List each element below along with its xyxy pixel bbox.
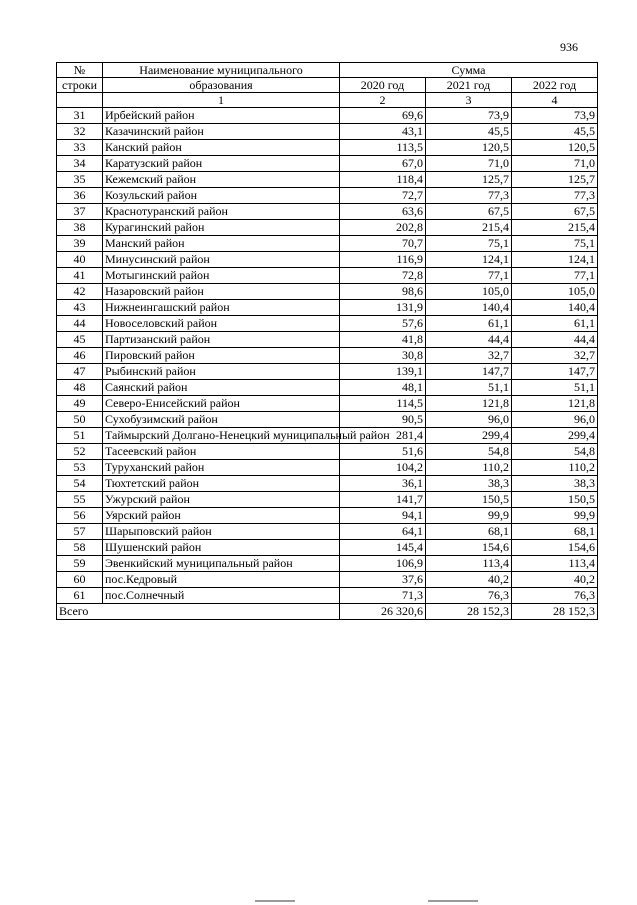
row-name: Минусинский район <box>103 252 340 268</box>
row-value-2022: 73,9 <box>512 108 598 124</box>
row-value-2022: 120,5 <box>512 140 598 156</box>
row-value-2022: 71,0 <box>512 156 598 172</box>
row-value-2021: 125,7 <box>426 172 512 188</box>
row-value-2021: 71,0 <box>426 156 512 172</box>
row-name: Каратузский район <box>103 156 340 172</box>
row-name: Казачинский район <box>103 124 340 140</box>
header-index-row <box>57 93 598 108</box>
row-number: 46 <box>57 348 103 364</box>
row-name: Туруханский район <box>103 460 340 476</box>
row-number: 34 <box>57 156 103 172</box>
row-value-2022: 121,8 <box>512 396 598 412</box>
total-label: Всего <box>57 604 340 620</box>
row-number: 54 <box>57 476 103 492</box>
table-row <box>57 396 598 412</box>
table-row <box>57 540 598 556</box>
row-name: Назаровский район <box>103 284 340 300</box>
header-name-label: Наименование муниципального <box>103 63 340 78</box>
row-name: Северо-Енисейский район <box>103 396 340 412</box>
budget-table <box>56 62 598 620</box>
row-value-2020: 51,6 <box>340 444 426 460</box>
header-num-label: № <box>57 63 103 78</box>
table-row <box>57 140 598 156</box>
row-value-2020: 64,1 <box>340 524 426 540</box>
row-number: 33 <box>57 140 103 156</box>
row-value-2020: 90,5 <box>340 412 426 428</box>
row-value-2020: 67,0 <box>340 156 426 172</box>
row-number: 35 <box>57 172 103 188</box>
row-value-2022: 54,8 <box>512 444 598 460</box>
row-value-2021: 75,1 <box>426 236 512 252</box>
row-name: Шушенский район <box>103 540 340 556</box>
row-value-2022: 154,6 <box>512 540 598 556</box>
table-row <box>57 188 598 204</box>
row-number: 56 <box>57 508 103 524</box>
row-value-2020: 141,7 <box>340 492 426 508</box>
header-year-2021: 2021 год <box>426 78 512 93</box>
row-value-2022: 68,1 <box>512 524 598 540</box>
table-row <box>57 268 598 284</box>
row-number: 41 <box>57 268 103 284</box>
row-name: Партизанский район <box>103 332 340 348</box>
row-value-2020: 281,4 <box>340 428 426 444</box>
row-value-2020: 71,3 <box>340 588 426 604</box>
row-value-2021: 140,4 <box>426 300 512 316</box>
row-number: 61 <box>57 588 103 604</box>
row-name: пос.Кедровый <box>103 572 340 588</box>
page-number: 936 <box>560 40 578 54</box>
row-value-2021: 67,5 <box>426 204 512 220</box>
row-name: Кежемский район <box>103 172 340 188</box>
total-value-2021: 28 152,3 <box>426 604 512 620</box>
row-value-2021: 299,4 <box>426 428 512 444</box>
row-value-2020: 145,4 <box>340 540 426 556</box>
row-number: 37 <box>57 204 103 220</box>
row-number: 58 <box>57 540 103 556</box>
row-number: 40 <box>57 252 103 268</box>
table-row <box>57 316 598 332</box>
row-value-2021: 154,6 <box>426 540 512 556</box>
row-name: пос.Солнечный <box>103 588 340 604</box>
total-row <box>57 604 598 620</box>
header-index-4: 4 <box>512 93 598 108</box>
row-value-2022: 40,2 <box>512 572 598 588</box>
header-year-2022: 2022 год <box>512 78 598 93</box>
row-number: 59 <box>57 556 103 572</box>
row-name: Пировский район <box>103 348 340 364</box>
row-value-2020: 116,9 <box>340 252 426 268</box>
row-value-2021: 51,1 <box>426 380 512 396</box>
row-value-2022: 61,1 <box>512 316 598 332</box>
row-name: Краснотуранский район <box>103 204 340 220</box>
row-number: 48 <box>57 380 103 396</box>
table-row <box>57 524 598 540</box>
row-number: 45 <box>57 332 103 348</box>
row-value-2021: 99,9 <box>426 508 512 524</box>
row-name: Мотыгинский район <box>103 268 340 284</box>
row-value-2021: 61,1 <box>426 316 512 332</box>
row-value-2022: 45,5 <box>512 124 598 140</box>
row-number: 52 <box>57 444 103 460</box>
row-value-2020: 63,6 <box>340 204 426 220</box>
row-value-2021: 38,3 <box>426 476 512 492</box>
row-value-2022: 105,0 <box>512 284 598 300</box>
table-row <box>57 220 598 236</box>
table-row <box>57 204 598 220</box>
total-value-2020: 26 320,6 <box>340 604 426 620</box>
row-value-2021: 121,8 <box>426 396 512 412</box>
table-row <box>57 284 598 300</box>
row-value-2020: 72,7 <box>340 188 426 204</box>
row-name: Сухобузимский район <box>103 412 340 428</box>
table-row <box>57 156 598 172</box>
row-number: 47 <box>57 364 103 380</box>
row-name: Рыбинский район <box>103 364 340 380</box>
table-row <box>57 236 598 252</box>
row-value-2022: 150,5 <box>512 492 598 508</box>
row-value-2021: 77,3 <box>426 188 512 204</box>
row-number: 31 <box>57 108 103 124</box>
scan-artifact-right <box>428 900 478 902</box>
row-value-2020: 114,5 <box>340 396 426 412</box>
row-value-2020: 104,2 <box>340 460 426 476</box>
row-value-2021: 113,4 <box>426 556 512 572</box>
table-row <box>57 556 598 572</box>
table-row <box>57 572 598 588</box>
row-value-2020: 106,9 <box>340 556 426 572</box>
row-value-2020: 69,6 <box>340 108 426 124</box>
header-index-empty <box>57 93 103 108</box>
header-sum-label: Сумма <box>340 63 598 78</box>
row-value-2021: 77,1 <box>426 268 512 284</box>
row-value-2020: 57,6 <box>340 316 426 332</box>
row-name: Шарыповский район <box>103 524 340 540</box>
row-value-2022: 299,4 <box>512 428 598 444</box>
row-number: 53 <box>57 460 103 476</box>
row-name: Ужурский район <box>103 492 340 508</box>
row-value-2020: 94,1 <box>340 508 426 524</box>
row-name: Манский район <box>103 236 340 252</box>
row-name: Тасеевский район <box>103 444 340 460</box>
row-value-2022: 99,9 <box>512 508 598 524</box>
row-value-2022: 44,4 <box>512 332 598 348</box>
row-name: Нижнеингашский район <box>103 300 340 316</box>
row-value-2022: 124,1 <box>512 252 598 268</box>
table-row <box>57 348 598 364</box>
row-name: Ирбейский район <box>103 108 340 124</box>
row-number: 42 <box>57 284 103 300</box>
row-name: Канский район <box>103 140 340 156</box>
row-name: Эвенкийский муниципальный район <box>103 556 340 572</box>
header-index-3: 3 <box>426 93 512 108</box>
row-name: Таймырский Долгано-Ненецкий муниципальный район <box>103 428 340 444</box>
row-number: 57 <box>57 524 103 540</box>
row-value-2022: 140,4 <box>512 300 598 316</box>
row-value-2021: 73,9 <box>426 108 512 124</box>
row-value-2022: 147,7 <box>512 364 598 380</box>
row-value-2020: 131,9 <box>340 300 426 316</box>
row-value-2021: 150,5 <box>426 492 512 508</box>
row-value-2021: 120,5 <box>426 140 512 156</box>
row-value-2022: 125,7 <box>512 172 598 188</box>
row-number: 60 <box>57 572 103 588</box>
row-name: Тюхтетский район <box>103 476 340 492</box>
row-value-2022: 77,3 <box>512 188 598 204</box>
row-value-2022: 75,1 <box>512 236 598 252</box>
row-value-2022: 113,4 <box>512 556 598 572</box>
header-name-label-2: образования <box>103 78 340 93</box>
row-value-2022: 215,4 <box>512 220 598 236</box>
row-value-2021: 40,2 <box>426 572 512 588</box>
row-number: 38 <box>57 220 103 236</box>
row-number: 39 <box>57 236 103 252</box>
table-body <box>57 63 598 620</box>
row-value-2021: 105,0 <box>426 284 512 300</box>
row-value-2021: 44,4 <box>426 332 512 348</box>
row-value-2022: 76,3 <box>512 588 598 604</box>
row-value-2021: 215,4 <box>426 220 512 236</box>
header-index-2: 2 <box>340 93 426 108</box>
table-row <box>57 172 598 188</box>
row-value-2020: 48,1 <box>340 380 426 396</box>
row-name: Курагинский район <box>103 220 340 236</box>
row-number: 36 <box>57 188 103 204</box>
row-number: 49 <box>57 396 103 412</box>
table-row <box>57 588 598 604</box>
row-value-2022: 51,1 <box>512 380 598 396</box>
row-number: 32 <box>57 124 103 140</box>
row-value-2020: 30,8 <box>340 348 426 364</box>
table-row <box>57 508 598 524</box>
row-value-2020: 98,6 <box>340 284 426 300</box>
row-value-2020: 37,6 <box>340 572 426 588</box>
row-value-2021: 96,0 <box>426 412 512 428</box>
table-row <box>57 460 598 476</box>
row-value-2021: 124,1 <box>426 252 512 268</box>
row-value-2021: 147,7 <box>426 364 512 380</box>
table-row <box>57 124 598 140</box>
row-value-2020: 113,5 <box>340 140 426 156</box>
header-row-1 <box>57 63 598 78</box>
row-value-2021: 54,8 <box>426 444 512 460</box>
table-row <box>57 412 598 428</box>
row-value-2020: 202,8 <box>340 220 426 236</box>
row-value-2021: 32,7 <box>426 348 512 364</box>
header-year-2020: 2020 год <box>340 78 426 93</box>
table-row <box>57 332 598 348</box>
row-number: 50 <box>57 412 103 428</box>
table-row <box>57 252 598 268</box>
row-value-2020: 139,1 <box>340 364 426 380</box>
header-num-label-2: строки <box>57 78 103 93</box>
row-value-2022: 38,3 <box>512 476 598 492</box>
header-index-1: 1 <box>103 93 340 108</box>
total-value-2022: 28 152,3 <box>512 604 598 620</box>
row-value-2021: 76,3 <box>426 588 512 604</box>
table-row <box>57 364 598 380</box>
row-number: 51 <box>57 428 103 444</box>
row-value-2022: 96,0 <box>512 412 598 428</box>
row-number: 44 <box>57 316 103 332</box>
table-row <box>57 300 598 316</box>
row-name: Новоселовский район <box>103 316 340 332</box>
table-row <box>57 428 598 444</box>
row-value-2022: 67,5 <box>512 204 598 220</box>
row-value-2020: 36,1 <box>340 476 426 492</box>
row-name: Козульский район <box>103 188 340 204</box>
row-value-2020: 70,7 <box>340 236 426 252</box>
row-value-2020: 43,1 <box>340 124 426 140</box>
row-value-2021: 45,5 <box>426 124 512 140</box>
row-name: Уярский район <box>103 508 340 524</box>
table-row <box>57 444 598 460</box>
table-row <box>57 108 598 124</box>
row-value-2022: 77,1 <box>512 268 598 284</box>
table-row <box>57 492 598 508</box>
scan-artifact-left <box>255 900 295 902</box>
header-row-2 <box>57 78 598 93</box>
row-value-2020: 41,8 <box>340 332 426 348</box>
row-value-2022: 32,7 <box>512 348 598 364</box>
row-value-2021: 68,1 <box>426 524 512 540</box>
table-row <box>57 476 598 492</box>
row-value-2020: 72,8 <box>340 268 426 284</box>
row-name: Саянский район <box>103 380 340 396</box>
row-number: 43 <box>57 300 103 316</box>
row-number: 55 <box>57 492 103 508</box>
row-value-2022: 110,2 <box>512 460 598 476</box>
row-value-2021: 110,2 <box>426 460 512 476</box>
table-row <box>57 380 598 396</box>
row-value-2020: 118,4 <box>340 172 426 188</box>
